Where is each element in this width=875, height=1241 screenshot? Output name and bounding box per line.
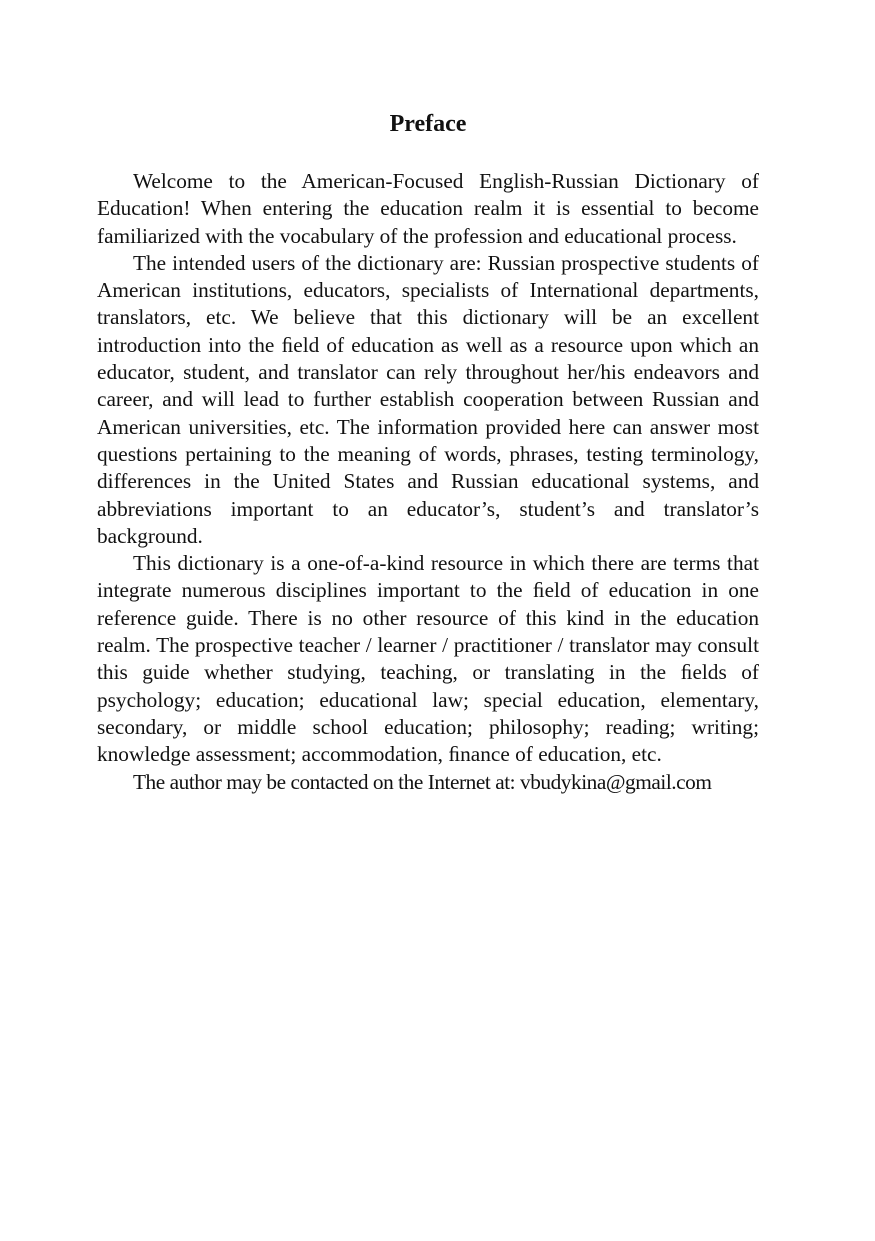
author-contact: The author may be contacted on the Internet at: vbudykina@gmail.com: [133, 769, 712, 794]
paragraph-welcome: Welcome to the American-Focused English-Russian Dictionary of Education! When entering the education realm it is essential to become familiarized with the vocabulary of the profession and educational process.: [97, 169, 759, 248]
page-title: Preface: [389, 111, 467, 137]
preface-page: [97, 108, 759, 796]
paragraph-intended-users: The intended users of the dictionary are: Russian prospective students of American institutions, educators, specialists of International departments, translators, etc. We believe that this dictionary will be an excellent introduction into the ﬁeld of education as well as a resource upon which an educator, student, and translator can rely throughout her/his endeavors and career, and will lead to further establish cooperation between Russian and American universities, etc. The information provided here can answer most questions pertaining to the meaning of words, phrases, testing terminology, differences in the United States and Russian educational systems, and abbreviations important to an educator’s, student’s and translator’s background.: [97, 250, 759, 548]
paragraph-resource: This dictionary is a one-of-a-kind resource in which there are terms that integrate numerous disciplines important to the ﬁeld of education in one reference guide. There is no other resource of this kind in the education realm. The prospective teacher / learner / practitioner / translator may consult this guide whether studying, teaching, or translating in the ﬁelds of psychology; education; educational law; special education, elementary, secondary, or middle school education; philosophy; reading; writing; knowledge assessment; accommodation, ﬁnance of education, etc.: [97, 551, 759, 767]
